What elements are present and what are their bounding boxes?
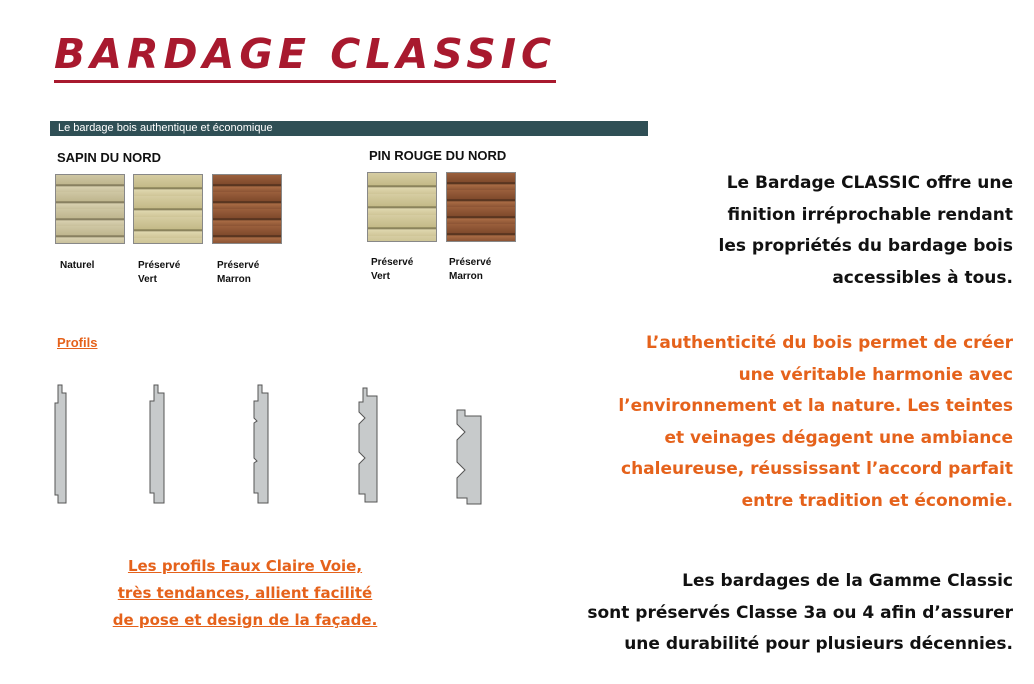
- profils-link[interactable]: Profils: [57, 335, 98, 350]
- profiles-caption: Les profils Faux Claire Voie, très tendances, allient facilité de pose et design de la façade.: [112, 557, 378, 629]
- sapin-title: SAPIN DU NORD: [57, 150, 162, 165]
- swatch-label: Préservé Marron: [217, 260, 260, 285]
- authenticity-paragraph: L’authenticité du bois permet de créer une véritable harmonie avec l’environnement et la nature. Les teintes et veinages dégagent une ambiance chaleureuse, réussissant l’accord parfait entre tradition et économie.: [618, 333, 1013, 511]
- swatch-label: Préservé Vert: [138, 260, 181, 285]
- swatch-sapin-vert: [133, 174, 203, 244]
- profile-shape-5: [449, 408, 491, 506]
- swatch-sapin-naturel: [55, 174, 125, 244]
- pin-title: PIN ROUGE DU NORD: [369, 148, 507, 163]
- swatch-sapin-marron: [212, 174, 282, 244]
- durability-paragraph: Les bardages de la Gamme Classic sont préservés Classe 3a ou 4 afin d’assurer une durabilité pour plusieurs décennies.: [587, 571, 1013, 654]
- swatch-pin-marron: [446, 172, 516, 242]
- profile-shape-2: [146, 383, 170, 505]
- banner: Le bardage bois authentique et économique: [50, 121, 648, 136]
- page-title: BARDAGE CLASSIC: [54, 30, 556, 83]
- swatch-label: Préservé Marron: [449, 257, 492, 282]
- profile-shape-1: [52, 383, 72, 505]
- profile-shape-3: [249, 383, 273, 505]
- swatch-label: Préservé Vert: [371, 257, 414, 282]
- swatch-pin-vert: [367, 172, 437, 242]
- profile-shape-4: [353, 386, 383, 506]
- intro-paragraph: Le Bardage CLASSIC offre une finition irréprochable rendant les propriétés du bardage bois accessibles à tous.: [718, 173, 1013, 288]
- swatch-label: Naturel: [60, 260, 95, 271]
